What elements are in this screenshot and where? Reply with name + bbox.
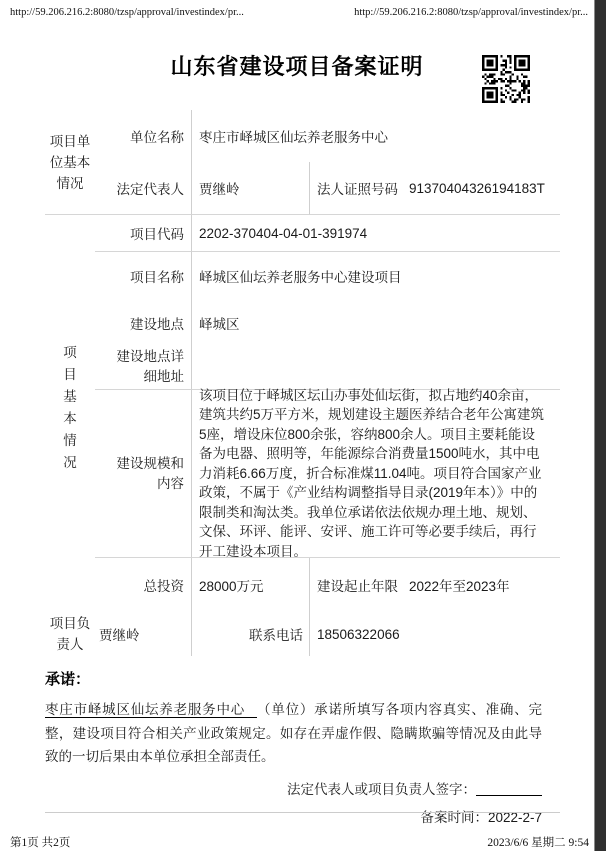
phone-value: 18506322066 [317, 626, 400, 642]
period-label: 建设起止年限 [317, 579, 398, 594]
location-value-cell [192, 300, 560, 345]
commitment-body [45, 698, 542, 769]
group-project-leader-label: 项目负责人 [49, 616, 91, 652]
license-no-cell [310, 162, 560, 215]
filing-time-label: 备案时间： [420, 809, 488, 825]
page-number-info: 第1页 共2页 [10, 837, 71, 849]
phone-label-cell [192, 612, 310, 656]
legal-rep-label: 法定代表人 [116, 182, 184, 197]
signature-blank [476, 782, 542, 796]
license-no-label: 法人证照号码 [317, 182, 398, 197]
registration-table [45, 110, 560, 656]
window-edge-strip [594, 0, 606, 851]
filing-time-value: 2022-2-7 [487, 809, 542, 825]
phone-label: 联系电话 [249, 628, 303, 643]
location-label-cell [95, 300, 192, 345]
legal-rep-label-cell [95, 162, 192, 215]
commitment-section [45, 668, 542, 826]
group-unit-basic-info-label: 项目单位基本情况 [49, 133, 91, 191]
qr-code [482, 55, 530, 103]
total-invest-value-cell [192, 558, 310, 612]
project-code-label-cell [95, 215, 192, 252]
period-value: 2022年至2023年 [409, 579, 510, 594]
unit-name-value-cell [192, 110, 560, 162]
leader-name-cell [95, 612, 192, 656]
scale-value-cell [192, 387, 560, 559]
address-label: 建设地点详细地址 [116, 349, 184, 384]
print-header-url-left: http://59.206.216.2:8080/tzsp/approval/investindex/pr... [10, 7, 244, 18]
scale-label: 建设规模和内容 [116, 455, 184, 491]
address-value-cell [192, 345, 560, 390]
commitment-heading: 承诺： [45, 671, 91, 688]
total-invest-label-cell [95, 558, 192, 612]
project-code-value-cell [192, 215, 560, 252]
page-title: 山东省建设项目备案证明 [170, 54, 424, 79]
group-project-basic-info [45, 215, 95, 558]
total-invest-value: 28000万元 [199, 579, 264, 594]
blank-group-cell [45, 558, 95, 612]
unit-name-value: 枣庄市峄城区仙坛养老服务中心 [199, 130, 388, 145]
group-project-leader [45, 612, 95, 656]
filing-time-line [45, 806, 542, 826]
project-name-label-cell [95, 252, 192, 300]
project-name-value: 峄城区仙坛养老服务中心建设项目 [199, 270, 402, 285]
signature-label: 法定代表人或项目负责人签字： [287, 781, 476, 797]
license-no-value: 91370404326194183T [409, 180, 545, 196]
group-project-basic-info-label: 项目基本情况 [63, 344, 77, 470]
print-datetime: 2023/6/6 星期二 9:54 [487, 837, 589, 849]
scale-label-cell [95, 390, 192, 558]
group-unit-basic-info [45, 110, 95, 215]
legal-rep-value-cell [192, 162, 310, 215]
project-code-value: 2202-370404-04-01-391974 [199, 225, 368, 241]
signature-line [45, 778, 542, 798]
unit-name-label-cell [95, 110, 192, 162]
commitment-unit-name: 枣庄市峄城区仙坛养老服务中心 [45, 702, 257, 718]
period-cell [310, 558, 560, 612]
unit-name-label: 单位名称 [130, 130, 184, 145]
address-label-cell [95, 345, 192, 390]
location-value: 峄城区 [199, 316, 240, 332]
project-code-label: 项目代码 [130, 227, 184, 242]
print-header [0, 7, 594, 18]
footer-divider [45, 812, 560, 813]
project-name-label: 项目名称 [130, 270, 184, 285]
leader-name-value: 贾继岭 [99, 628, 140, 643]
scale-value: 该项目位于峄城区坛山办事处仙坛街，拟占地约40余亩，建筑共约5万平方米，规划建设主题医养结合老年公寓建筑5座，增设床位800余张，容纳800余人。项目主要耗能设备为电器、照明等，年能源综合消费量1500吨水，其中电力消耗6.66万度，折合标准煤11.04吨。项目符合国家产业政策，不属于《产业结构调整指导目录(2019年本）》中的限制类和淘汰类。我单位承诺依法依规办理土地、规划、文保、环评、能评、安评、施工许可等必要手续后，再行开工建设本项目。 [199, 387, 545, 559]
phone-value-cell [310, 612, 560, 656]
print-header-url-right: http://59.206.216.2:8080/tzsp/approval/investindex/pr... [354, 7, 588, 18]
total-invest-label: 总投资 [143, 579, 184, 594]
location-label: 建设地点 [130, 316, 184, 332]
legal-rep-value: 贾继岭 [199, 182, 240, 197]
print-footer [0, 834, 594, 850]
commitment-body-text: （单位）承诺所填写各项内容真实、准确、完整，建设项目符合相关产业政策规定。如存在弄虚作假、隐瞒欺骗等情况及由此导致的一切后果由本单位承担全部责任。 [45, 702, 543, 764]
project-name-value-cell [192, 252, 560, 300]
